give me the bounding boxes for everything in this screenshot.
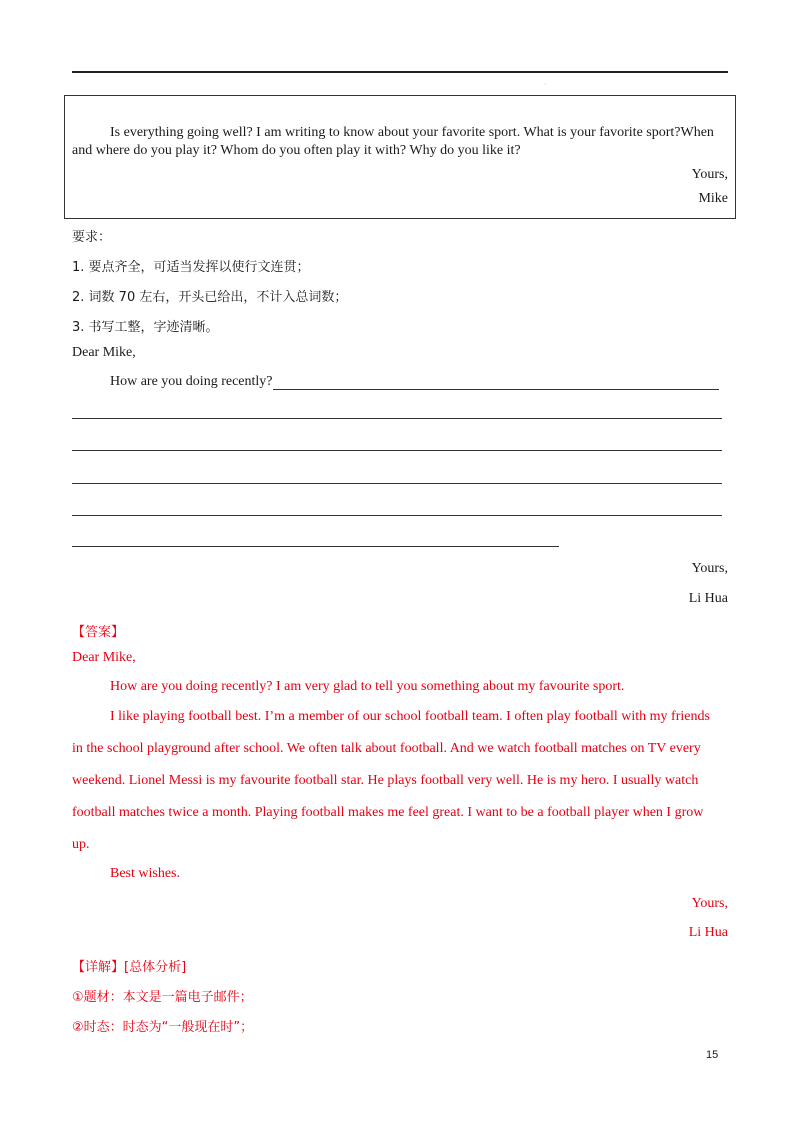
writing-line[interactable] xyxy=(72,450,722,451)
template-signature: Li Hua xyxy=(688,591,728,606)
requirement-item: 3. 书写工整，字迹清晰。 xyxy=(72,320,219,335)
writing-line[interactable] xyxy=(273,389,719,390)
answer-closing: Yours, xyxy=(691,896,728,911)
template-salutation: Dear Mike, xyxy=(72,345,136,360)
answer-wishes: Best wishes. xyxy=(110,866,180,881)
header-dot: · xyxy=(544,82,546,88)
writing-line[interactable] xyxy=(72,418,722,419)
analysis-heading xyxy=(72,956,186,975)
analysis-title: [总体分析] xyxy=(124,960,187,975)
requirements-heading: 要求： xyxy=(72,230,112,245)
prompt-letter-box xyxy=(64,95,736,219)
prompt-letter-body: Is everything going well? I am writing to know about your favorite sport. What is your favorite sport?When and where do you play it? Whom do you often play it with? Why do you like it? xyxy=(72,125,714,158)
answer-line: How are you doing recently? I am very glad to tell you something about my favourite sport. xyxy=(110,679,625,694)
answer-line: up. xyxy=(72,837,90,852)
analysis-item: ①题材：本文是一篇电子邮件； xyxy=(72,990,253,1005)
template-opening: How are you doing recently? xyxy=(110,374,273,389)
analysis-label: 【详解】 xyxy=(72,960,125,975)
answer-signature: Li Hua xyxy=(688,925,728,940)
answer-line: football matches twice a month. Playing football makes me feel great. I want to be a football player when I grow xyxy=(72,805,704,820)
requirement-item: 2. 词数 70 左右，开头已给出，不计入总词数； xyxy=(72,290,348,305)
writing-line[interactable] xyxy=(72,546,559,547)
prompt-letter-signature: Mike xyxy=(698,191,728,206)
answer-line: in the school playground after school. We often talk about football. And we watch football matches on TV every xyxy=(72,741,701,756)
page-number: 15 xyxy=(706,1049,719,1061)
writing-line[interactable] xyxy=(72,515,722,516)
answer-salutation: Dear Mike, xyxy=(72,650,136,665)
requirement-item: 1. 要点齐全，可适当发挥以使行文连贯； xyxy=(72,260,310,275)
answer-line: I like playing football best. I’m a member of our school football team. I often play football with my friends xyxy=(110,709,710,724)
analysis-item: ②时态：时态为“一般现在时”； xyxy=(72,1020,254,1035)
answer-line: weekend. Lionel Messi is my favourite football star. He plays football very well. He is my hero. I usually watch xyxy=(72,773,699,788)
header-rule xyxy=(72,71,728,73)
answer-label: 【答案】 xyxy=(72,625,125,640)
template-closing: Yours, xyxy=(691,561,728,576)
writing-line[interactable] xyxy=(72,483,722,484)
prompt-letter-closing: Yours, xyxy=(691,167,728,182)
